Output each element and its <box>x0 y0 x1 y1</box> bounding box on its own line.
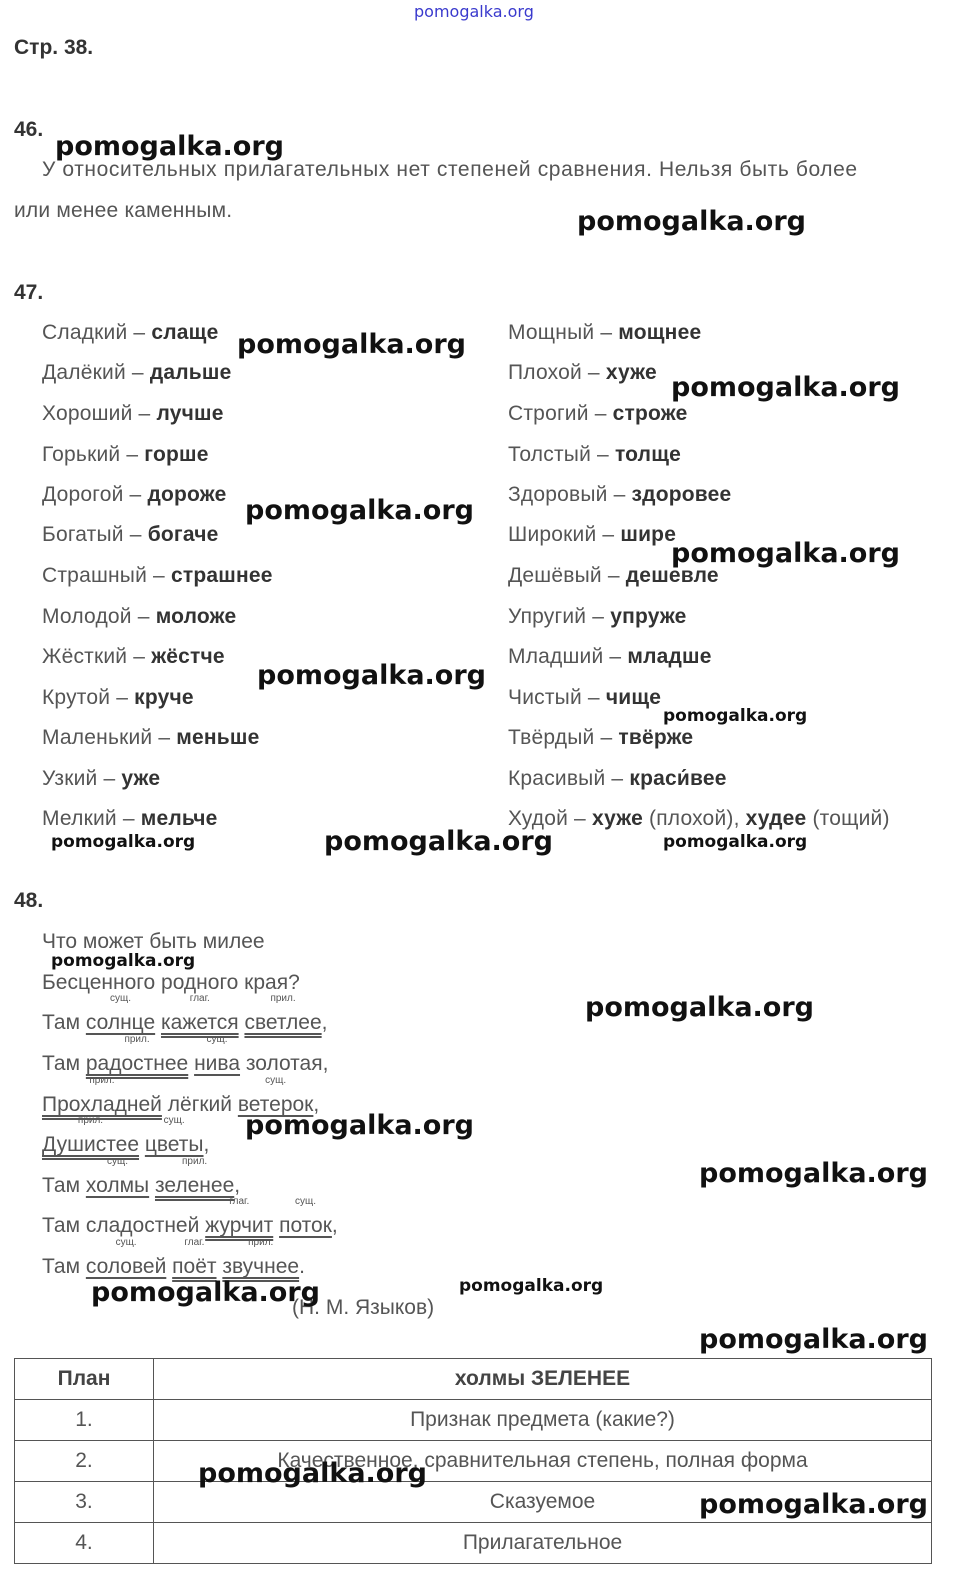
subject-word: сущ. ветерок <box>237 1075 314 1116</box>
watermark: pomogalka.org <box>198 1458 427 1489</box>
poem-line: Там прил. радостнее сущ. нива золотая, <box>42 1034 329 1075</box>
comparison-pair: Богатый – богаче <box>42 523 219 546</box>
predicate-word: глаг. журчит <box>205 1196 274 1237</box>
exercise-46-number: 46. <box>14 118 44 141</box>
table-cell: 2. <box>15 1441 154 1482</box>
top-watermark: pomogalka.org <box>414 2 534 21</box>
comparison-pair: Красивый – краси́вее <box>508 767 727 790</box>
comparison-pair: Горький – горше <box>42 443 209 466</box>
watermark: pomogalka.org <box>245 495 474 526</box>
predicate-word: прил. радостнее <box>85 1034 189 1075</box>
watermark: pomogalka.org <box>245 1110 474 1141</box>
poem-line: прил. Душистее сущ. цветы, <box>42 1115 210 1156</box>
comparison-pair: Жёсткий – жёстче <box>42 645 225 668</box>
subject-word: сущ. солнце <box>85 993 156 1034</box>
table-header-row <box>15 1359 932 1400</box>
comparison-pair: Молодой – моложе <box>42 605 237 628</box>
comparison-pair: Крутой – круче <box>42 686 194 709</box>
predicate-word: глаг. поёт <box>172 1237 217 1278</box>
predicate-word: глаг. кажется <box>160 993 239 1034</box>
watermark: pomogalka.org <box>459 1276 604 1296</box>
subject-word: сущ. поток <box>279 1196 332 1237</box>
watermark: pomogalka.org <box>585 992 814 1023</box>
comparison-pair: Мелкий – мельче <box>42 807 218 830</box>
subject-word: сущ. цветы <box>144 1115 204 1156</box>
comparison-pair: Дорогой – дороже <box>42 483 227 506</box>
comparison-pair: Чистый – чище <box>508 686 662 709</box>
comparison-pair: Плохой – хуже <box>508 361 657 384</box>
comparison-pair: Твёрдый – твёрже <box>508 726 694 749</box>
watermark: pomogalka.org <box>663 832 808 852</box>
comparison-pair: Толстый – толще <box>508 443 682 466</box>
watermark: pomogalka.org <box>257 660 486 691</box>
comparison-pair: Маленький – меньше <box>42 726 260 749</box>
predicate-word: прил. светлее <box>244 993 322 1034</box>
table-header-cell: План <box>15 1359 154 1400</box>
poem-line: прил. Прохладней лёгкий сущ. ветерок, <box>42 1075 320 1116</box>
table-row <box>15 1441 932 1482</box>
watermark: pomogalka.org <box>699 1489 928 1520</box>
predicate-word: прил. Душистее <box>42 1115 140 1156</box>
poem-line: Там сладостней глаг. журчит сущ. поток, <box>42 1196 338 1237</box>
exercise-46-line2: или менее каменным. <box>14 199 233 222</box>
exercise-47-number: 47. <box>14 281 44 304</box>
comparison-pair: Сладкий – слаще <box>42 321 219 344</box>
watermark: pomogalka.org <box>699 1324 928 1355</box>
watermark: pomogalka.org <box>671 372 900 403</box>
comparison-pair: Далёкий – дальше <box>42 361 232 384</box>
comparison-pair: Упругий – упруже <box>508 605 687 628</box>
watermark: pomogalka.org <box>55 131 284 162</box>
comparison-pair: Дешёвый – дешевле <box>508 564 719 587</box>
watermark: pomogalka.org <box>663 706 808 726</box>
subject-word: сущ. соловей <box>85 1237 167 1278</box>
watermark: pomogalka.org <box>577 206 806 237</box>
watermark: pomogalka.org <box>324 826 553 857</box>
table-header-cell: холмы ЗЕЛЕНЕЕ <box>154 1359 932 1400</box>
table-cell: Сказуемое <box>154 1482 932 1523</box>
watermark: pomogalka.org <box>91 1277 320 1308</box>
table-cell: 3. <box>15 1482 154 1523</box>
subject-word: сущ. холмы <box>85 1156 150 1197</box>
comparison-pair: Младший – младше <box>508 645 712 668</box>
comparison-pair: Здоровый – здоровее <box>508 483 732 506</box>
table-cell: Прилагательное <box>154 1523 932 1564</box>
watermark: pomogalka.org <box>237 329 466 360</box>
poem-line: Что может быть милее <box>42 930 265 953</box>
watermark: pomogalka.org <box>699 1158 928 1189</box>
comparison-pair: Мощный – мощнее <box>508 321 702 344</box>
plan-table <box>14 1358 932 1564</box>
poem-author: (Н. М. Языков) <box>292 1296 435 1319</box>
poem-line: Там сущ. холмы прил. зеленее, <box>42 1156 241 1197</box>
table-row <box>15 1523 932 1564</box>
page-label: Стр. 38. <box>14 36 94 59</box>
predicate-word: прил. звучнее <box>222 1237 300 1278</box>
poem-line: Там сущ. соловей глаг. поёт прил. звучнее. <box>42 1237 305 1278</box>
table-cell: Качественное, сравнительная степень, полная форма <box>154 1441 932 1482</box>
exercise-48-number: 48. <box>14 889 44 912</box>
poem-line: Там сущ. солнце глаг. кажется прил. светлее, <box>42 993 328 1034</box>
exercise-46-line1: У относительных прилагательных нет степеней сравнения. Нельзя быть более <box>42 158 858 181</box>
table-cell: 1. <box>15 1400 154 1441</box>
table-cell: 4. <box>15 1523 154 1564</box>
comparison-pair: Худой – хуже (плохой), худее (тощий) <box>508 807 890 830</box>
table-row <box>15 1400 932 1441</box>
comparison-pair: Хороший – лучше <box>42 402 224 425</box>
predicate-word: прил. зеленее <box>154 1156 235 1197</box>
comparison-pair: Страшный – страшнее <box>42 564 273 587</box>
watermark: pomogalka.org <box>51 951 196 971</box>
table-cell: Признак предмета (какие?) <box>154 1400 932 1441</box>
comparison-pair: Строгий – строже <box>508 402 688 425</box>
poem-line: Бесценного родного края? <box>42 971 300 994</box>
comparison-pair: Широкий – шире <box>508 523 677 546</box>
watermark: pomogalka.org <box>671 538 900 569</box>
comparison-pair: Узкий – уже <box>42 767 161 790</box>
watermark: pomogalka.org <box>51 832 196 852</box>
predicate-word: прил. Прохладней <box>42 1075 162 1116</box>
subject-word: сущ. нива <box>194 1034 241 1075</box>
